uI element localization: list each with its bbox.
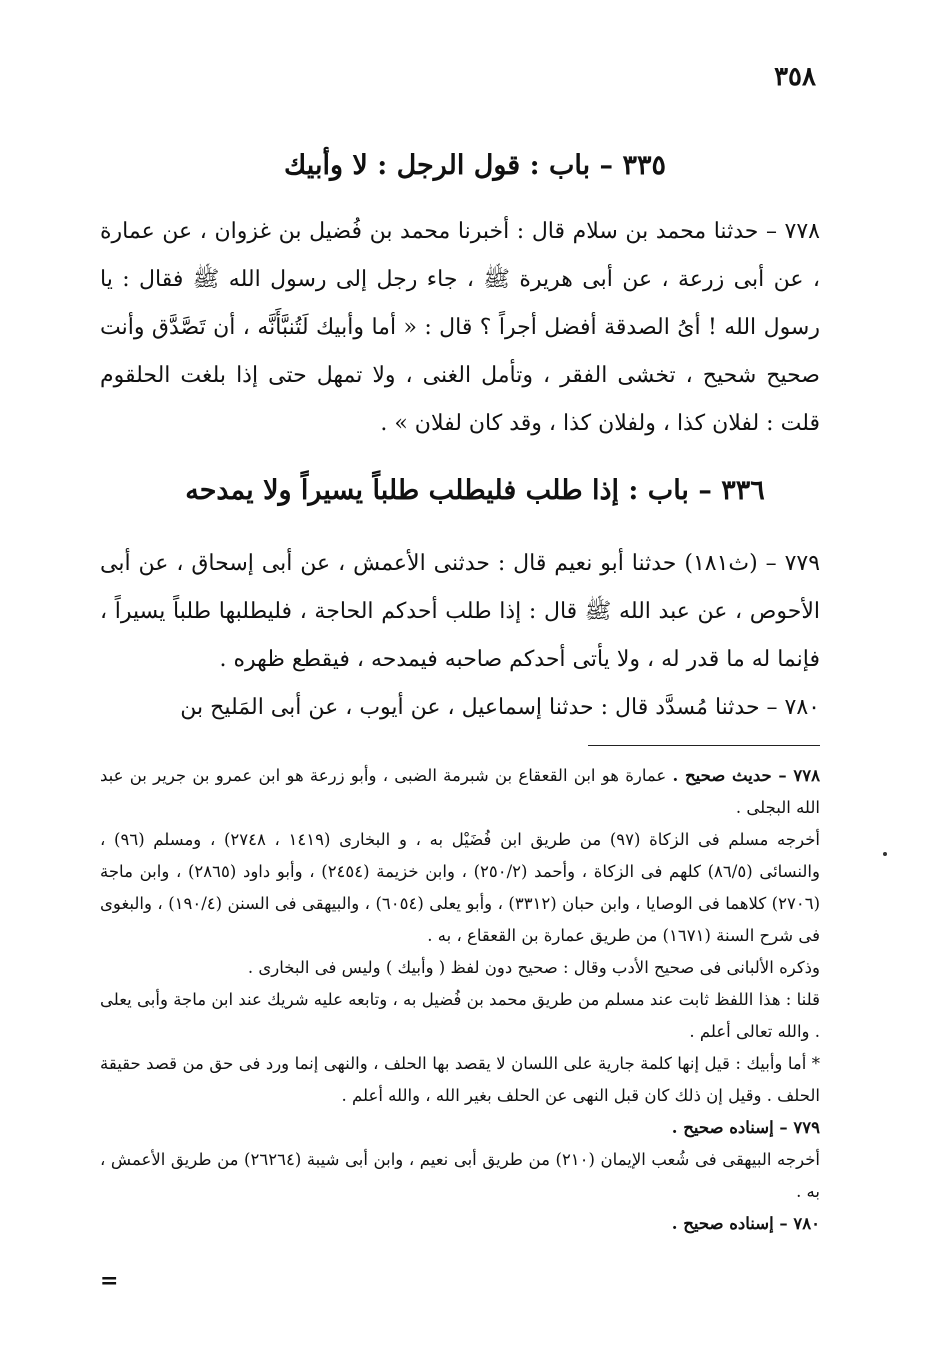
footnote-778-label: ٧٧٨ – حديث صحيح . bbox=[672, 766, 821, 785]
footnote-778-note: * أما وأبيك : قيل إنها كلمة جارية على اللسان لا يقصد بها الحلف ، والنهى إنما ورد فى حق من قصد حقيقة الحلف . وقيل إن ذلك كان قبل النهى عن الحلف بغير الله ، والله أعلم . bbox=[100, 1054, 820, 1105]
hadith-778-text: ٧٧٨ – حدثنا محمد بن سلام قال : أخبرنا محمد بن فُضيل بن غزوان ، عن عمارة ، عن أبى زرعة ، عن أبى هريرة ﷺ ، جاء رجل إلى رسول الله ﷺ فقال : يا رسول الله ! أىُ الصدقة أفضل أجراً ؟ قال : « أما وأبيك لَتُنبَّأَنَّه ، أن تَصَّدَّق وأنت صحيح شحيح ، تخشى الفقر ، وتأمل الغنى ، ولا تمهل حتى إذا بلغت الحلقوم قلت : لفلان كذا ، ولفلان كذا ، وقد كان لفلان » . bbox=[100, 219, 820, 436]
scan-speck bbox=[883, 852, 887, 856]
footnote-780-grade: ٧٨٠ – إسناده صحيح . bbox=[671, 1214, 820, 1233]
hadith-780-text: ٧٨٠ – حدثنا مُسدَّد قال : حدثنا إسماعيل ، عن أيوب ، عن أبى المَليح بن bbox=[180, 695, 820, 720]
continuation-mark: = bbox=[100, 1268, 119, 1294]
footnote-778-takhrij: أخرجه مسلم فى الزكاة (٩٧) من طريق ابن فُضَيْل به ، و البخارى (١٤١٩ ، ٢٧٤٨) ، ومسلم (٩٦) ، والنسائى (٨٦/٥) كلهم فى الزكاة ، وأحمد (٢٥٠/٢) ، وابن خزيمة (٢٤٥٤) ، وأبو داود (٢٨٦٥) ، وابن ماجة (٢٧٠٦) كلاهما فى الوصايا ، وابن حبان (٣٣١٢) ، وأبو يعلى (٦٠٥٤) ، والبيهقى فى السنن (١٩٠/٤) ، والبغوى فى شرح السنة (١٦٧١) من طريق عمارة بن القعقاع ، به . bbox=[100, 830, 820, 945]
footnote-778-text: عمارة هو ابن القعقاع بن شبرمة الضبى ، وأبو زرعة هو ابن عمرو بن جرير بن عبد الله البجلى . bbox=[100, 766, 820, 817]
footnote-779-takhrij: أخرجه البيهقى فى شُعب الإيمان (٢١٠) من طريق أبى نعيم ، وابن أبى شيبة (٢٦٢٦٤) من طريق الأعمش ، به . bbox=[100, 1150, 820, 1201]
footnote-779-grade: ٧٧٩ – إسناده صحيح . bbox=[671, 1118, 820, 1137]
hadith-779-780-block bbox=[100, 540, 820, 732]
footnote-778-qulna: قلنا : هذا اللفظ ثابت عند مسلم من طريق محمد بن فُضيل به ، وتابعه عليه شريك عند ابن ماجة وأبى يعلى . والله تعالى أعلم . bbox=[100, 990, 820, 1041]
chapter-heading-335: ٣٣٥ – باب : قول الرجل : لا وأبيك bbox=[284, 150, 666, 181]
hadith-779-text: ٧٧٩ – (ث١٨١) حدثنا أبو نعيم قال : حدثنى الأعمش ، عن أبى إسحاق ، عن أبى الأحوص ، عن عبد الله ﷺ قال : إذا طلب أحدكم الحاجة ، فليطلبها طلباً يسيراً ، فإنما له ما قدر له ، ولا يأتى أحدكم صاحبه فيمدحه ، فيقطع ظهره . bbox=[100, 551, 821, 672]
footnote-778-grade bbox=[100, 760, 820, 824]
chapter-heading-336: ٣٣٦ – باب : إذا طلب فليطلب طلباً يسيراً ولا يمدحه bbox=[185, 475, 765, 506]
footnote-778-albani: وذكره الألبانى فى صحيح الأدب وقال : صحيح دون لفظ ( وأبيك ) وليس فى البخارى . bbox=[247, 958, 820, 977]
page-number: ٣٥٨ bbox=[774, 62, 816, 92]
footnotes bbox=[100, 760, 820, 1240]
footnote-divider bbox=[588, 745, 820, 746]
